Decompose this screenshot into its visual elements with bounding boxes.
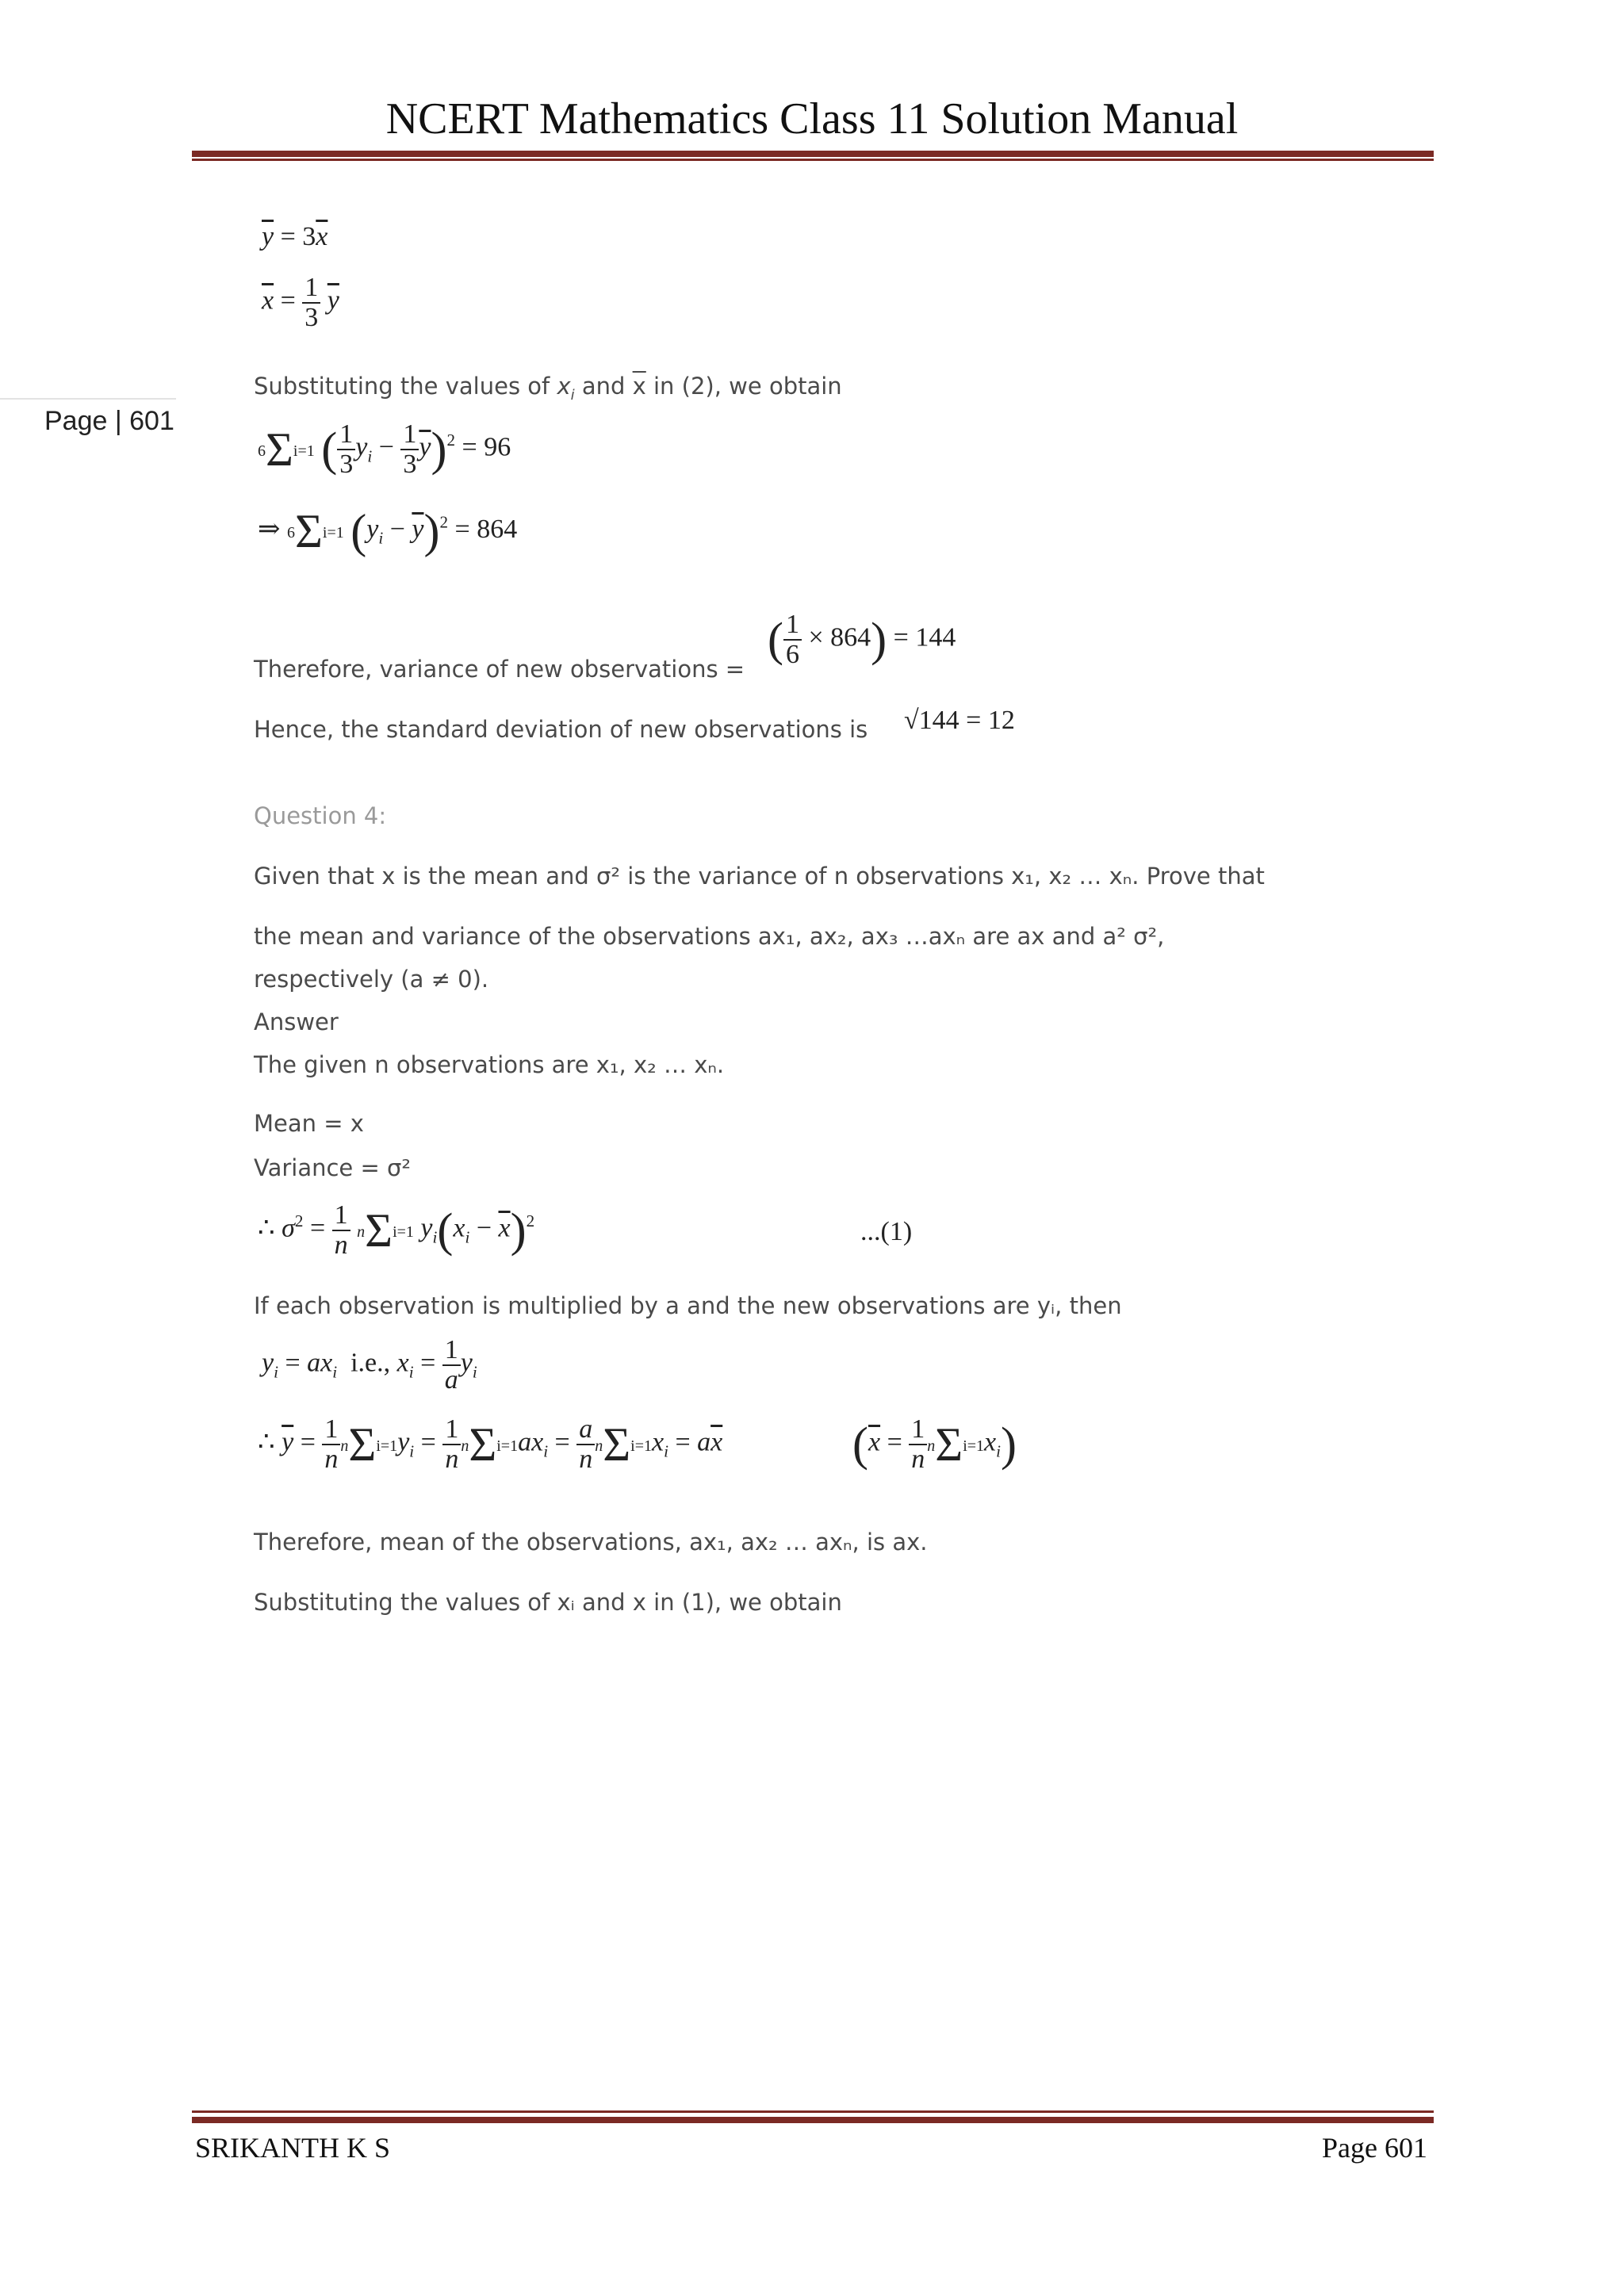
- side-page-label: Page | 601: [44, 406, 174, 436]
- header-rule-thin: [192, 159, 1434, 161]
- question-heading: Question 4:: [254, 802, 387, 829]
- footer-author: SRIKANTH K S: [195, 2132, 391, 2164]
- equation-y-bar: $\overline{y} = 3\overline{x}$: [262, 222, 328, 251]
- equation-xbar-definition: ($\overline{x}$ = $\frac{1}{n}$ $n\Sigma i=1x_i$): [852, 1414, 1017, 1474]
- question-line-1: Given that x is the mean and σ² is the variance of n observations x₁, x₂ … xₙ. Prove that: [254, 863, 1265, 890]
- page-header-title: NCERT Mathematics Class 11 Solution Manual: [385, 94, 1239, 144]
- equation-sum-864: ⇒ 6Σi=1 $(y_i - \overline{y})^2 = 864$: [258, 505, 518, 557]
- equation-label-1: ...(1): [860, 1217, 913, 1246]
- substituting-line-2: Substituting the values of xᵢ and x in (1), we obtain: [254, 1589, 842, 1616]
- mean-result-line: Therefore, mean of the observations, ax₁, ax₂ … axₙ, is ax.: [254, 1529, 928, 1556]
- equation-yi-axi: $y_i = ax_i$ i.e., $x_i$ = $\frac{1}{a}$ $y_i$: [262, 1335, 477, 1395]
- header-rule: [192, 151, 1434, 157]
- equation-x-bar: $\overline{x}$ = $\frac{1}{3}$ $\overline{y}$: [262, 273, 339, 332]
- equation-ybar: ∴ $\overline{y}$ = $\frac{1}{n}$ $n\Sigma i=1y_i$ = $\frac{1}{n}$ $n\Sigma i=1ax_i$ = $\frac{a}{n}$ $n\Sigma i=1x_i = a\overline{x}$: [258, 1414, 723, 1474]
- equation-sum-96: 6Σi=1 ( $\frac{1}{3}$ $y_i$ − $\frac{1}{3}$ $\overline{y})^2 = 96$: [258, 419, 511, 479]
- multiplied-line: If each observation is multiplied by a and the new observations are yᵢ, then: [254, 1292, 1122, 1319]
- mean-line: Mean = x: [254, 1110, 364, 1137]
- footer-rule: [192, 2117, 1434, 2123]
- standard-deviation-text: Hence, the standard deviation of new observations is: [254, 716, 868, 743]
- variance-new-text: Therefore, variance of new observations =: [254, 656, 745, 683]
- side-tab-divider: [0, 398, 176, 400]
- answer-label: Answer: [254, 1008, 339, 1035]
- equation-sigma-squared: ∴ $\sigma^2$ = $\frac{1}{n}$ nΣi=1 $y_i(x_i - \overline{x})^2$: [258, 1200, 535, 1260]
- standard-deviation-value: √144 = 12: [904, 706, 1015, 735]
- variance-new-value: ( $\frac{1}{6}$ × 864) = 144: [768, 610, 956, 669]
- footer-page-number: Page 601: [1322, 2132, 1427, 2164]
- question-line-3: respectively (a ≠ 0).: [254, 966, 489, 993]
- variance-definition: Variance = σ²: [254, 1154, 412, 1181]
- substituting-line-1: Substituting the values of $x_i$ and $\overline{x}$ in (2), we obtain: [254, 373, 842, 404]
- given-observations-line: The given n observations are x₁, x₂ … xₙ.: [254, 1051, 725, 1078]
- question-line-2: the mean and variance of the observations ax₁, ax₂, ax₃ …axₙ are ax and a² σ²,: [254, 923, 1165, 950]
- footer-rule-thin: [192, 2110, 1434, 2113]
